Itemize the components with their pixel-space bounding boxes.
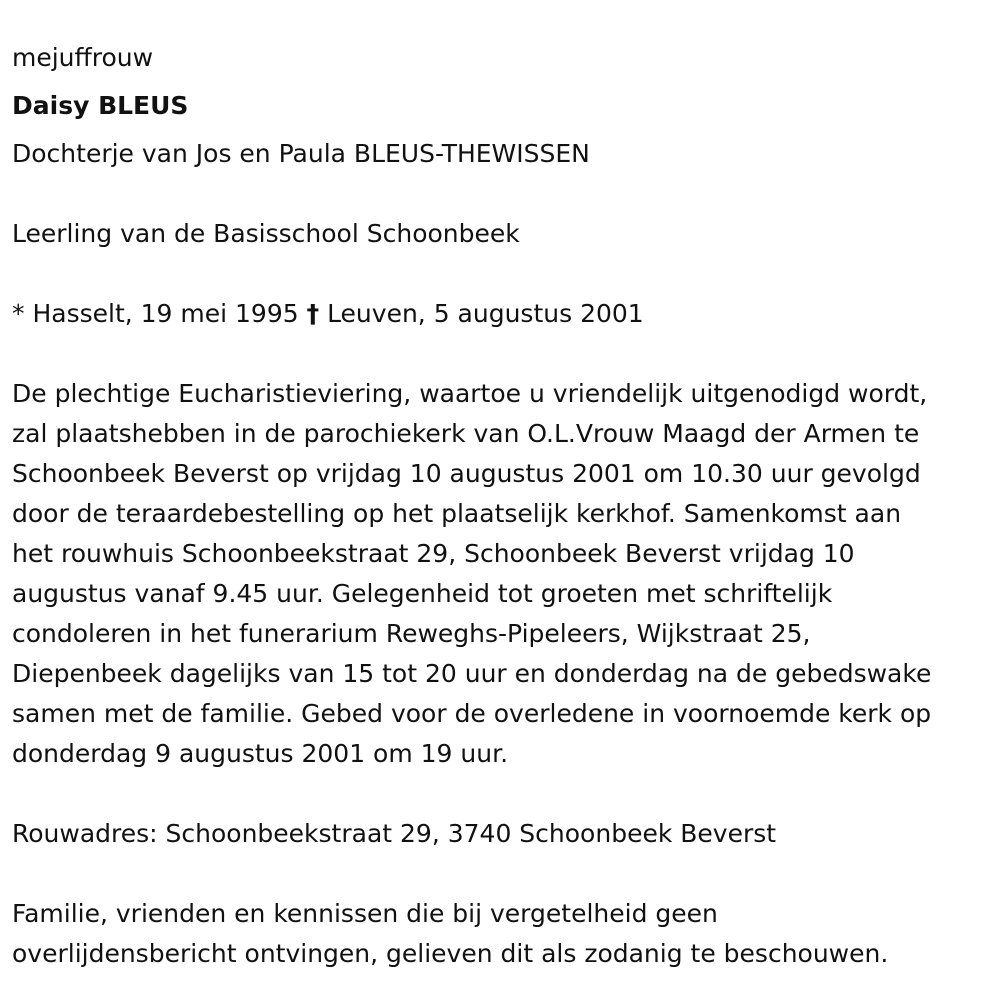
- ceremony-line: condoleren in het funerarium Reweghs-Pipeleers, Wijkstraat 25,: [12, 619, 811, 648]
- closing-line: overlijdensbericht ontvingen, gelieven dit als zodanig te beschouwen.: [12, 939, 889, 968]
- deceased-name: Daisy BLEUS: [12, 91, 189, 120]
- dates-line: [12, 294, 988, 334]
- ceremony-line: zal plaatshebben in de parochiekerk van O.L.Vrouw Maagd der Armen te: [12, 419, 920, 448]
- ceremony-line: donderdag 9 augustus 2001 om 19 uur.: [12, 739, 509, 768]
- ceremony-paragraph: [12, 374, 988, 774]
- ceremony-line: samen met de familie. Gebed voor de overledene in voornoemde kerk op: [12, 699, 932, 728]
- closing-line: Familie, vrienden en kennissen die bij vergetelheid geen: [12, 899, 718, 928]
- death-info: Leuven, 5 augustus 2001: [327, 299, 644, 328]
- ceremony-line: De plechtige Eucharistieviering, waartoe u vriendelijk uitgenodigd wordt,: [12, 379, 928, 408]
- school-line: Leerling van de Basisschool Schoonbeek: [12, 219, 520, 248]
- ceremony-line: het rouwhuis Schoonbeekstraat 29, Schoonbeek Beverst vrijdag 10: [12, 539, 855, 568]
- closing-paragraph: [12, 894, 988, 974]
- mourning-address: Rouwadres: Schoonbeekstraat 29, 3740 Schoonbeek Beverst: [12, 819, 777, 848]
- honorific-title: mejuffrouw: [12, 43, 154, 72]
- parents-line: Dochterje van Jos en Paula BLEUS-THEWISSEN: [12, 139, 590, 168]
- ceremony-line: augustus vanaf 9.45 uur. Gelegenheid tot groeten met schriftelijk: [12, 579, 833, 608]
- ceremony-line: Schoonbeek Beverst op vrijdag 10 augustus 2001 om 10.30 uur gevolgd: [12, 459, 921, 488]
- birth-info: * Hasselt, 19 mei 1995: [12, 299, 299, 328]
- ceremony-line: door de teraardebestelling op het plaatselijk kerkhof. Samenkomst aan: [12, 499, 902, 528]
- cross-icon: †: [306, 299, 320, 328]
- ceremony-line: Diepenbeek dagelijks van 15 tot 20 uur en donderdag na de gebedswake: [12, 659, 932, 688]
